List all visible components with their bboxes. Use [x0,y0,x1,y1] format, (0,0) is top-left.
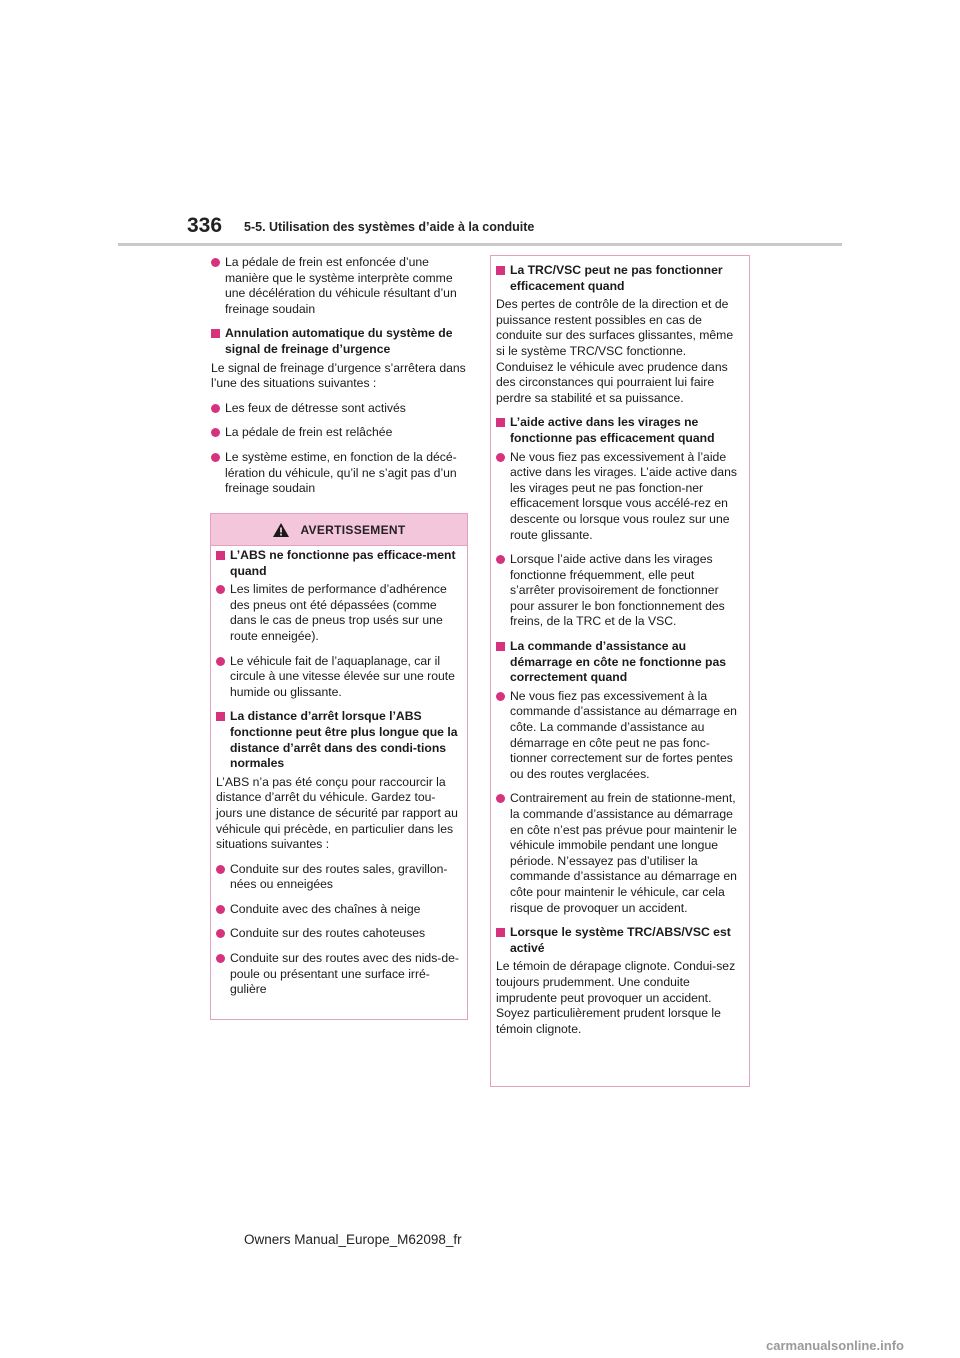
bullet-icon [211,453,220,462]
bullet-icon [216,929,225,938]
square-bullet-icon [211,329,220,338]
subheading-text: L’ABS ne fonctionne pas efficace-ment quand [230,548,456,578]
list-item [211,450,466,497]
bullet-icon [496,794,505,803]
list-item-text: Ne vous fiez pas excessivement à l’aide active dans les virages. L’aide active dans les virages peut ne pas fonction-ner efficacement lorsque vous accélé-rez en descente ou lorsque vous roulez sur une route glissante. [510,449,737,542]
square-bullet-icon [216,712,225,721]
list-item-text: Conduite sur des routes avec des nids-de-poule ou présentant une surface irré-gulière [230,951,459,997]
list-item-text: Contrairement au frein de stationne-ment, la commande d’assistance au démarrage en côte n’est pas prévue pour maintenir le véhicule immobile pendant une longue période. N’essayez pas d’utiliser la commande d’assistance au démarrage en côte pour maintenir le véhicule, car cela risque de provoquer un accident. [510,791,737,915]
list-item-text: Ne vous fiez pas excessivement à la commande d’assistance au démarrage en côte. La commande d’assistance au démarrage en côte peut ne pas fonc-tionner correctement sur de fortes pentes ou des routes verglacées. [510,688,737,781]
list-item-text: Le véhicule fait de l’aquaplanage, car il circule à une vitesse élevée sur une route humide ou glissante. [230,653,455,699]
list-item-text: Lorsque l’aide active dans les virages fonctionne fréquemment, elle peut s’arrêter provisoirement de fonctionner pour assurer le bon fonctionnement des freins, de la TRC et de la VSC. [510,552,725,629]
paragraph: L’ABS n’a pas été conçu pour raccourcir la distance d’arrêt du véhicule. Gardez tou-jours une distance de sécurité par rapport au véhicule qui précède, en particulier dans les situations suivantes : [216,774,458,852]
square-bullet-icon [496,418,505,427]
paragraph: Le signal de freinage d’urgence s’arrêtera dans l’une des situations suivantes : [211,360,466,391]
list-item [216,951,461,998]
bullet-icon [211,258,220,267]
square-bullet-icon [496,642,505,651]
list-item-text: Les limites de performance d’adhérence des pneus ont été dépassées (comme dans le cas de pneus trop usés sur une route enneigée). [230,582,447,643]
bullet-icon [496,692,505,701]
subheading-text: La distance d’arrêt lorsque l’ABS fonctionne peut être plus longue que la distance d’arrêt dans des condi-tions normales [230,709,458,771]
list-item [216,902,461,918]
square-bullet-icon [496,266,505,275]
list-item [216,654,461,701]
watermark: carmanualsonline.info [766,1338,904,1353]
list-item [216,862,461,893]
list-item [211,401,466,417]
bullet-icon [211,404,220,413]
subheading [211,326,466,357]
subheading-text: Annulation automatique du système de signal de freinage d’urgence [225,326,453,356]
list-item [496,689,741,783]
list-item-text: Le système estime, en fonction de la décé-lération du véhicule, qu’il ne s’agit pas d’un freinage soudain [225,449,457,496]
list-item [216,582,461,644]
bullet-icon [216,954,225,963]
bullet-icon [496,453,505,462]
list-item-text: Conduite avec des chaînes à neige [230,901,421,916]
list-item [496,552,741,630]
list-item [211,425,466,441]
subheading-text: La TRC/VSC peut ne pas fonctionner efficacement quand [510,263,723,293]
warning-body [216,548,461,1007]
square-bullet-icon [216,551,225,560]
document-name: Owners Manual_Europe_M62098_fr [244,1232,462,1247]
warning-triangle-icon [272,522,290,538]
paragraph: Des pertes de contrôle de la direction et de puissance restent possibles en cas de conduite sur des surfaces glissantes, même si le système TRC/VSC fonctionne. Conduisez le véhicule avec prudence dans des circonstances qui pourraient lui faire perdre sa stabilité et sa puissance. [496,297,734,405]
bullet-icon [216,657,225,666]
list-item [496,791,741,916]
subheading [496,925,741,956]
subheading [496,639,741,686]
bullet-icon [211,428,220,437]
warning-box [210,513,468,1020]
subheading [496,415,741,446]
list-item-text: La pédale de frein est relâchée [225,425,393,440]
header-divider [118,243,842,246]
list-item-text: Conduite sur des routes cahoteuses [230,926,426,941]
warning-title: AVERTISSEMENT [300,522,406,537]
bullet-icon [216,905,225,914]
square-bullet-icon [496,928,505,937]
list-item-text: Conduite sur des routes sales, gravillon-nées ou enneigées [230,861,448,892]
subheading [216,709,461,771]
bullet-icon [216,865,225,874]
bullet-icon [216,585,225,594]
list-item-text: La pédale de frein est enfoncée d’une manière que le système interprète comme une décélération du véhicule résultant d’un freinage soudain [225,255,457,316]
left-column [211,255,466,506]
right-body [496,263,741,1046]
subheading-text: Lorsque le système TRC/ABS/VSC est activé [510,925,731,955]
list-item-text: Les feux de détresse sont activés [225,400,406,415]
subheading [216,548,461,579]
list-item [211,255,466,317]
section-title: 5-5. Utilisation des systèmes d’aide à la conduite [244,220,535,234]
page-number: 336 [187,214,223,237]
bullet-icon [496,555,505,564]
paragraph: Le témoin de dérapage clignote. Condui-sez toujours prudemment. Une conduite imprudente peut provoquer un accident. Soyez particulièrement prudent lorsque le témoin clignote. [496,959,736,1036]
warning-header [211,514,467,546]
right-info-box [490,255,750,1087]
subheading [496,263,741,294]
list-item [496,450,741,544]
list-item [216,926,461,942]
subheading-text: La commande d’assistance au démarrage en côte ne fonctionne pas correctement quand [510,639,727,685]
subheading-text: L’aide active dans les virages ne fonctionne pas efficacement quand [510,415,715,445]
